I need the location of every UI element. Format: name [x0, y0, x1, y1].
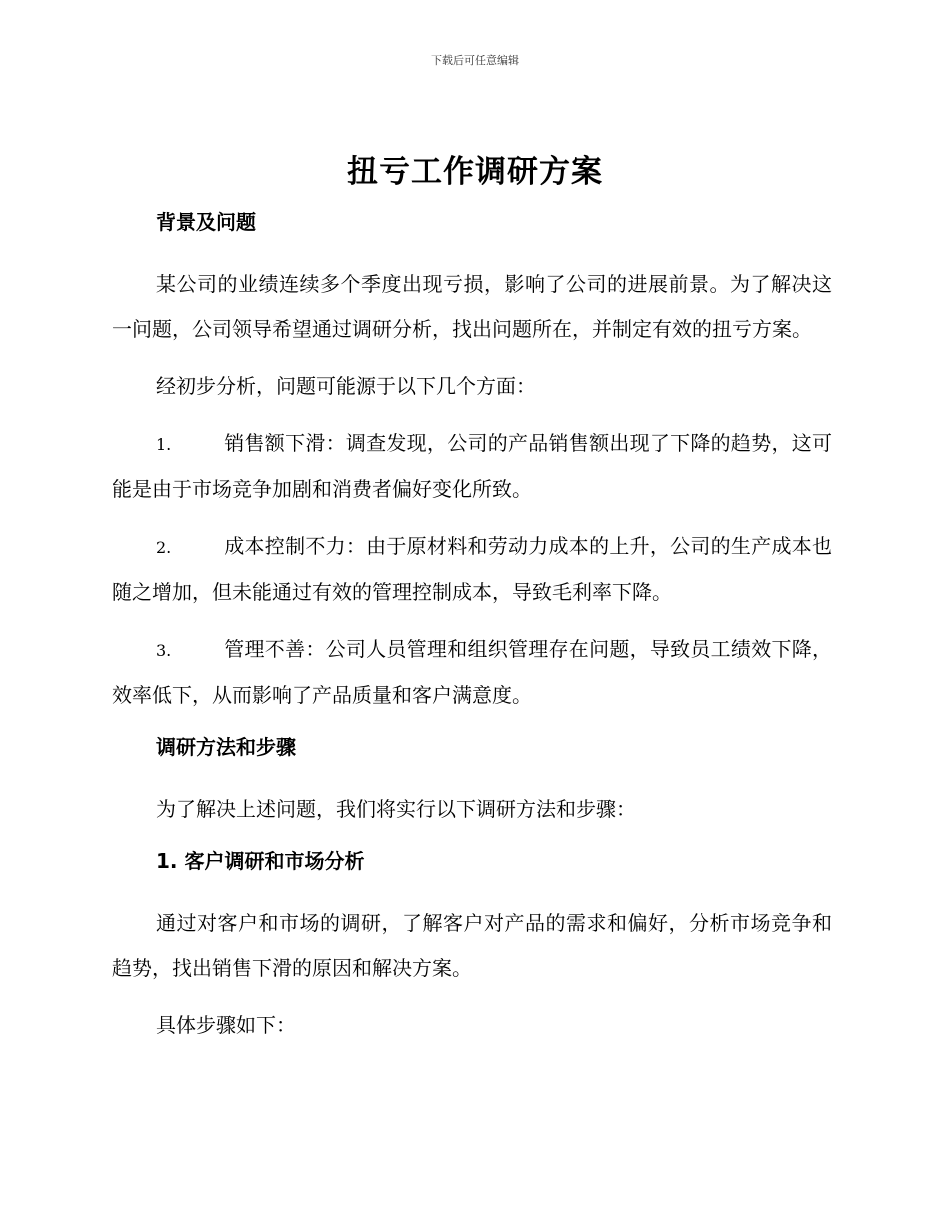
list-item	[112, 627, 832, 718]
list-item-text: 管理不善：公司人员管理和组织管理存在问题，导致员工绩效下降，效率低下，从而影响了产品质量和客户满意度。	[112, 637, 832, 707]
paragraph-customer-research: 通过对客户和市场的调研，了解客户对产品的需求和偏好，分析市场竞争和趋势，找出销售下滑的原因和解决方案。	[112, 911, 832, 980]
document-title: 扭亏工作调研方案	[347, 154, 603, 190]
paragraph-methods-lead: 为了解决上述问题，我们将实行以下调研方法和步骤：	[156, 797, 636, 821]
list-item-number: 3.	[156, 641, 172, 660]
paragraph-intro: 某公司的业绩连续多个季度出现亏损，影响了公司的进展前景。为了解决这一问题，公司领导希望通过调研分析，找出问题所在，并制定有效的扭亏方案。	[112, 272, 832, 341]
paragraph-analysis-lead: 经初步分析，问题可能源于以下几个方面：	[156, 374, 536, 398]
list-item-number: 2.	[156, 538, 172, 557]
section-heading-background: 背景及问题	[156, 210, 256, 234]
list-item-text: 销售额下滑：调查发现，公司的产品销售额出现了下降的趋势，这可能是由于市场竞争加剧和消费者偏好变化所致。	[112, 431, 832, 501]
list-item	[112, 524, 832, 615]
list-item-number: 1.	[156, 435, 172, 454]
list-item-text: 成本控制不力：由于原材料和劳动力成本的上升，公司的生产成本也随之增加，但未能通过有效的管理控制成本，导致毛利率下降。	[112, 534, 832, 604]
subsection-heading-customer-research: 1. 客户调研和市场分析	[156, 849, 365, 873]
document-body	[112, 205, 832, 1060]
paragraph-steps-lead: 具体步骤如下：	[156, 1013, 296, 1037]
header-note: 下载后可任意编辑	[431, 54, 519, 67]
list-item	[112, 421, 832, 512]
section-heading-methods: 调研方法和步骤	[156, 735, 296, 759]
